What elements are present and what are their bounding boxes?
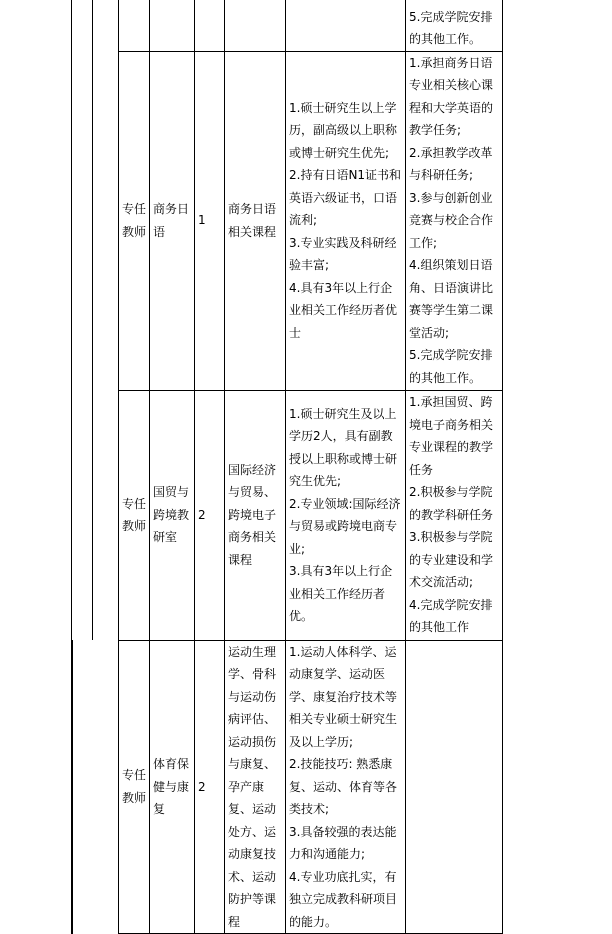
count-cell: 2 [195, 390, 225, 640]
duties-cell: 1.承担商务日语 专业相关核心课 程和大学英语的 教学任务; 2.承担教学改革 与科研任务; 3.参与创新创业 竞赛与校企合作 工作; 4.组织策划日语 角、日语演讲比 赛等学生第二课 堂活动; 5.完成学院安排 的其他工作。 [406, 51, 503, 390]
courses-cell: 国际经济 与贸易、 跨境电子 商务相关 课程 [225, 390, 286, 640]
requirements-cell: 1.硕士研究生及以上 学历2人，具有副教 授以上职称或博士研 究生优先; 2.专业领域:国际经济 与贸易或跨境电商专 业; 3.具有3年以上行企 业相关工作经历者 优。 [286, 390, 406, 640]
courses-cell: 运动生理 学、骨科 与运动伤 病评估、 运动损伤 与康复、 孕产康 复、运动 处方、运 动康复技 术、运动 防护等课 程 [225, 640, 286, 934]
discipline-cell: 商务日 语 [150, 51, 195, 390]
duties-cell: 1.承担国贸、跨 境电子商务相关 专业课程的教学 任务 2.积极参与学院 的教学科研任务 3.积极参与学院 的专业建设和学 术交流活动; 4.完成学院安排 的其他工作 [406, 390, 503, 640]
table-inner-border [72, 640, 73, 934]
count-cell: 1 [195, 51, 225, 390]
table-row [119, 640, 503, 934]
discipline-cell: 国贸与 跨境教 研室 [150, 390, 195, 640]
recruitment-table [118, 0, 503, 934]
discipline-cell: 体育保 健与康 复 [150, 640, 195, 934]
courses-cell [225, 0, 286, 51]
table-row [119, 390, 503, 640]
table-inner-border [92, 0, 93, 640]
position-cell [119, 0, 150, 51]
position-cell: 专任 教师 [119, 390, 150, 640]
requirements-cell: 1.运动人体科学、运 动康复学、运动医 学、康复治疗技术等 相关专业硕士研究生 及以上学历; 2.技能技巧: 熟悉康 复、运动、体育等各 类技术; 3.具备较强的表达能 力和沟通能力; 4.专业功底扎实，有 独立完成教科研项目 的能力。 [286, 640, 406, 934]
discipline-cell [150, 0, 195, 51]
duties-cell: 5.完成学院安排 的其他工作。 [406, 0, 503, 51]
requirements-cell [286, 0, 406, 51]
position-cell: 专任 教师 [119, 51, 150, 390]
table-row [119, 0, 503, 51]
courses-cell: 商务日语 相关课程 [225, 51, 286, 390]
count-cell [195, 0, 225, 51]
requirements-cell: 1.硕士研究生以上学 历，副高级以上职称 或博士研究生优先; 2.持有日语N1证书和 英语六级证书，口语 流利; 3.专业实践及科研经 验丰富; 4.具有3年以上行企 业相关工作经历者优 士 [286, 51, 406, 390]
position-cell: 专任 教师 [119, 640, 150, 934]
duties-cell [406, 640, 503, 934]
count-cell: 2 [195, 640, 225, 934]
table-row [119, 51, 503, 390]
